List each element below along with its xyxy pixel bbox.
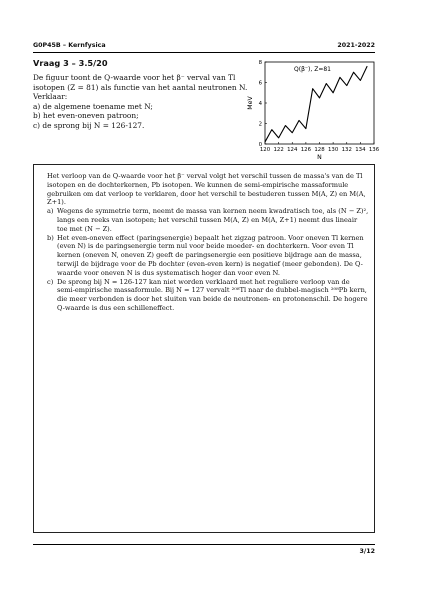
y-tick-label: 4 — [258, 101, 262, 107]
answer-item-c — [47, 278, 369, 313]
x-tick-label: 122 — [273, 147, 284, 153]
question-text — [33, 73, 248, 130]
answer-item-b — [47, 234, 369, 278]
question-item-c: c) de sprong bij N = 126-127. — [33, 120, 145, 130]
question-item-b: b) het even-oneven patroon; — [33, 111, 139, 120]
course-header: G0P45B – Kernfysica — [33, 42, 106, 49]
answer-text — [47, 172, 369, 313]
answer-list — [47, 207, 369, 313]
answer-body-c: De sprong bij N = 126-127 kan niet worden verklaard met het reguliere verloop van de semi-empirische massaformule. Bij N = 127 vervalt ²⁰⁸Tl naar de dubbel-magisch ²⁰⁸Pb kern, die meer verbonden is door het sluiten van beide de neutronen- en protonenschil. De hogere Q-waarde is dus een schilleneffect. — [57, 277, 368, 312]
x-tick-label: 128 — [314, 147, 325, 153]
answer-body-b: Het even-oneven effect (paringsenergie) bepaalt het zigzag patroon. Voor oneven Tl kernen (even N) is de paringsenergie term nul voor beide moeder- en dochterkern. Voor even Tl kernen (oneven N, oneven Z) geeft de paringsenergie een positieve bijdrage aan de massa, terwijl de bijdrage voor de Pb dochter (even-even kern) is negatief (meer gebonden). De Q-waarde voor oneven N is dus systematisch hoger dan voor even N. — [57, 233, 364, 277]
y-tick-label: 8 — [258, 60, 262, 66]
answer-item-a — [47, 207, 369, 233]
page-number: 3/12 — [359, 548, 375, 555]
x-tick-label: 130 — [327, 147, 339, 153]
x-tick-label: 132 — [341, 147, 352, 153]
answer-body-a: Wegens de symmetrie term, neemt de massa van kernen neem kwadratisch toe, als (N − Z)², langs een reeks van isotopen; het verschil tussen M(A, Z) en M(A, Z+1) neemt dus lineair toe met (N − Z). — [57, 207, 369, 233]
x-tick-label: 124 — [287, 147, 298, 153]
y-axis-label: MeV — [247, 96, 254, 110]
q-value-chart — [245, 58, 380, 163]
question-intro: De figuur toont de Q-waarde voor het β⁻ verval van Tl isotopen (Z = 81) als functie van het aantal neutronen N. Verklaar: — [33, 73, 248, 101]
answer-label-b: b) — [47, 233, 54, 242]
x-tick-label: 126 — [300, 147, 312, 153]
answer-label-a: a) — [47, 207, 54, 216]
answer-intro: Het verloop van de Q-waarde voor het β⁻ verval volgt het verschil tussen de massa's van de Tl isotopen en de dochterkernen, Pb isotopen. We kunnen de semi-empirische massaformule gebruiken om dat verloop te verklaren, door het verschil te bestuderen tussen M(A, Z) en M(A, Z+1). — [47, 172, 366, 207]
q-value-line — [265, 66, 367, 142]
chart-title: Q(β⁻), Z=81 — [294, 66, 331, 73]
chart-frame — [265, 62, 374, 144]
header-rule — [33, 52, 375, 53]
answer-label-c: c) — [47, 277, 54, 286]
question-item-a: a) de algemene toename met N; — [33, 101, 153, 111]
y-tick-label: 2 — [258, 121, 262, 128]
x-axis-label: N — [317, 154, 322, 161]
x-tick-label: 120 — [259, 147, 271, 153]
year-header: 2021-2022 — [337, 42, 375, 49]
x-tick-label: 134 — [355, 147, 366, 153]
question-title: Vraag 3 – 3.5/20 — [33, 58, 108, 68]
x-tick-label: 136 — [368, 147, 380, 153]
y-tick-label: 0 — [258, 142, 262, 148]
y-tick-label: 6 — [258, 80, 262, 87]
footer-rule — [33, 544, 375, 545]
